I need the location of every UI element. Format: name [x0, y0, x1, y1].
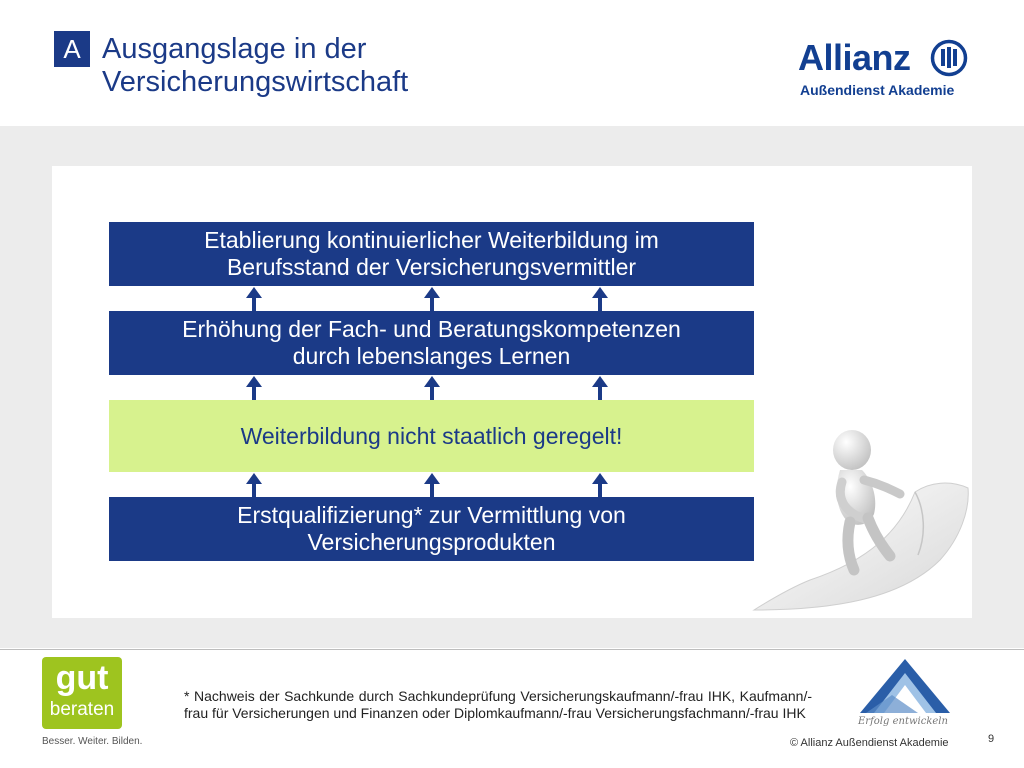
slide-title: [102, 33, 702, 99]
gut-beraten-logo-word: gut: [55, 659, 109, 697]
allianz-logo: [798, 38, 968, 102]
gut-beraten-tagline: Besser. Weiter. Bilden.: [42, 736, 143, 747]
allianz-eagle-icon: [930, 39, 968, 77]
regulation-box: [109, 400, 754, 472]
goal-box: [109, 222, 754, 286]
competence-box: [109, 311, 754, 375]
competence-box-line1: Erhöhung der Fach- und Beratungskompetenzen: [182, 316, 681, 342]
section-badge: A: [54, 31, 90, 67]
allianz-logo-word: Allianz: [798, 37, 911, 78]
qualification-box-line2: Versicherungsprodukten: [307, 529, 556, 555]
copyright: © Allianz Außendienst Akademie: [790, 737, 949, 749]
qualification-box-line1: Erstqualifizierung* zur Vermittlung von: [237, 502, 626, 528]
allianz-logo-subtitle: Außendienst Akademie: [800, 82, 955, 98]
gut-beraten-logo: [42, 657, 122, 729]
footnote: * Nachweis der Sachkunde durch Sachkundeprüfung Versicherungskaufmann/-frau IHK, Kaufmann/-frau für Versicherungen und Finanzen oder Diplomkaufmann/-frau Versicherungsfachmann/-frau IHK: [184, 688, 812, 721]
page-number: 9: [988, 733, 995, 745]
akademie-tagline: Erfolg entwickeln: [858, 716, 948, 727]
competence-box-line2: durch lebenslanges Lernen: [292, 343, 571, 369]
qualification-box: [109, 497, 754, 561]
goal-box-line2: Berufsstand der Versicherungsvermittler: [226, 254, 637, 280]
regulation-box-text: Weiterbildung nicht staatlich geregelt!: [240, 422, 623, 449]
footer-divider: [0, 649, 1024, 650]
goal-box-line1: Etablierung kontinuierlicher Weiterbildung im: [204, 227, 659, 253]
figure-turning-page-illustration: [750, 410, 972, 615]
slide-header: [0, 0, 1024, 126]
slide-title-line1: Ausgangslage in der: [102, 33, 367, 65]
slide-title-line2: Versicherungswirtschaft: [102, 66, 409, 98]
gut-beraten-logo-sub: beraten: [49, 699, 115, 720]
